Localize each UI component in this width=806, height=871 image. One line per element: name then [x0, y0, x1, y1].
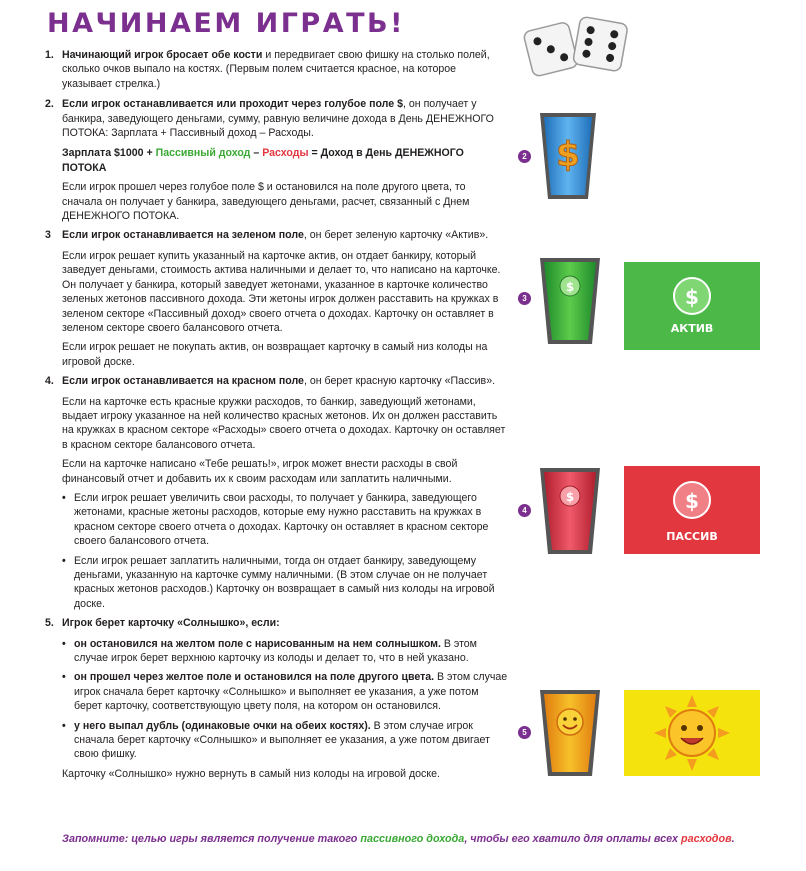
- rule-paragraph: Если на карточке есть красные кружки расходов, то банкир, заведующий жетонами, выдает игроку указанное на ней количество красных жетонов. Их он должен расставить на кружках в красном секторе «Расходы» своего отчета о доходах. Карточку он оставляет в красном секторе балансового отчета.: [62, 395, 506, 451]
- rule-text: , он берет красную карточку «Пассив».: [303, 375, 496, 388]
- remember-expenses: расходов: [681, 833, 732, 845]
- sun-card: [624, 690, 760, 776]
- cashflow-formula: [62, 146, 508, 175]
- rule-paragraph: Если игрок прошел через голубое поле $ и остановился на поле другого цвета, то сначала он получает у банкира, заведующего деньгами, расчет, связанный с Днем ДЕНЕЖНОГО ПОТОКА.: [62, 181, 470, 223]
- badge-2: 2: [518, 150, 531, 163]
- rule-2: [40, 97, 508, 140]
- rule-text: и передвигает свою фишку на столько полей, сколько очков выпало на костях. (Первым полем считается красное, на которое указывает стрелка.): [62, 49, 490, 90]
- bullet-text: В этом случае игрок сначала берет карточку «Солнышко» и выполняет ее указания, а уже потом берет карточку, соответствующую цвету поля, на котором он остановился.: [74, 671, 508, 713]
- sun-space-icon: [538, 688, 602, 778]
- rules-column: [40, 48, 508, 786]
- rule-text: , он получает у банкира, заведующего деньгами, сумму, равную величине дохода в День ДЕНЕЖНОГО ПОТОКА: Зарплата + Пассивный доход – Расходы.: [62, 98, 494, 140]
- svg-text:$: $: [556, 135, 580, 175]
- formula-result: = Доход в День ДЕНЕЖНОГО ПОТОКА: [62, 147, 464, 174]
- remember-passive: пассивного дохода: [360, 833, 465, 845]
- bullet-text: В этом случае игрок сначала берет карточку «Солнышко» и выполняет ее указания, а уже потом двигает свою фишку.: [74, 719, 490, 761]
- rule-paragraph: Если игрок решает не покупать актив, он возвращает карточку в самый низ колоды на игровой доске.: [62, 341, 488, 368]
- badge-3: 3: [518, 292, 531, 305]
- bullet-heading: он остановился на желтом поле с нарисованным на нем солнышком.: [74, 637, 441, 650]
- rule-number: 3: [45, 229, 51, 242]
- rule-heading: Если игрок останавливается на красном поле: [62, 375, 304, 388]
- liability-card: [624, 466, 760, 554]
- badge-4: 4: [518, 504, 531, 517]
- bullet-icon: •: [62, 491, 66, 504]
- bullet-text: В этом случае игрок берет верхнюю карточку из колоды и делает то, что в ней указано.: [74, 637, 477, 665]
- svg-text:$: $: [565, 490, 575, 504]
- rule-number: 4.: [45, 375, 54, 388]
- list-item: [62, 554, 508, 612]
- rule-4: [40, 374, 508, 388]
- bullet-text: Если игрок решает заплатить наличными, тогда он отдает банкиру, заведующему деньгами, указанную на карточке сумму наличными. (В этом случае он не получает красных жетонов расходов.) Карточку он возвращает в самый низ колоды на игровой доске.: [74, 554, 495, 610]
- list-item: [62, 637, 508, 666]
- rule-number: 5.: [45, 617, 54, 630]
- bullet-icon: •: [62, 719, 66, 732]
- list-item: [62, 719, 508, 762]
- asset-card-label: АКТИВ: [670, 322, 714, 335]
- rule-heading: Если игрок останавливается на зеленом поле: [62, 229, 304, 242]
- remember-text: Запомните: целью игры является получение такого: [62, 833, 361, 845]
- rule-5: [40, 616, 508, 630]
- svg-text:$: $: [685, 489, 699, 513]
- bullet-icon: •: [62, 554, 66, 567]
- bullet-text: Если игрок решает увеличить свои расходы, то получает у банкира, заведующего жетонами, красные жетоны расходов, которые ему нужно расставить на кружках в красном секторе своего отчета о доходах. Карточку он оставляет в красном секторе своего балансового отчета.: [74, 491, 489, 548]
- bullet-icon: •: [62, 671, 66, 684]
- rule-1: [40, 48, 508, 91]
- rule-heading: Начинающий игрок бросает обе кости: [62, 49, 263, 61]
- formula-passive: Пассивный доход: [155, 147, 251, 160]
- payday-space-icon: [538, 111, 598, 201]
- asset-space-icon: [538, 256, 602, 346]
- liability-card-label: ПАССИВ: [666, 530, 718, 543]
- rule-paragraph: Если на карточке написано «Тебе решать!», игрок может внести расходы в свой финансовый отчет и добавить их к своим расходам или заплатить наличными.: [62, 458, 458, 485]
- dice-icon: [522, 12, 632, 78]
- rule-3: [40, 228, 508, 242]
- list-item: [62, 491, 508, 549]
- remember-text: .: [731, 833, 735, 845]
- list-item: [62, 670, 508, 713]
- formula-expenses: Расходы: [262, 147, 309, 160]
- rule-heading: Если игрок останавливается или проходит через голубое поле $: [62, 98, 403, 111]
- formula-minus: –: [250, 147, 263, 160]
- rule-paragraph: Карточку «Солнышко» нужно вернуть в самый низ колоды на игровой доске.: [62, 767, 440, 780]
- liability-space-icon: [538, 466, 602, 556]
- bullet-icon: •: [62, 637, 66, 650]
- rule-paragraph: Если игрок решает купить указанный на карточке актив, он отдает банкиру, который заведует деньгами, стоимость актива наличными и делает то, что написано на карточке. Он получает у банкира, который заведует жетонами, указанное в карточке количество зеленых жетонов пассивного дохода. Эти жетоны игрок должен расставить на кружках в зеленом секторе «Пассивный доход» своего отчета о доходах. Карточку он оставляет в зеленом секторе своего балансового отчета.: [62, 249, 501, 334]
- svg-text:$: $: [565, 280, 575, 294]
- bullet-heading: он прошел через желтое поле и остановился на поле другого цвета.: [74, 671, 435, 684]
- formula-salary: Зарплата $1000 +: [62, 147, 156, 160]
- svg-text:$: $: [685, 285, 699, 309]
- page-title: НАЧИНАЕМ ИГРАТЬ!: [47, 8, 405, 39]
- asset-card: [624, 262, 760, 350]
- badge-5: 5: [518, 726, 531, 739]
- rule-text: , он берет зеленую карточку «Актив».: [303, 229, 489, 242]
- remember-text: , чтобы его хватило для оплаты всех: [464, 833, 682, 845]
- rule-number: 1.: [45, 49, 54, 61]
- bullet-heading: у него выпал дубль (одинаковые очки на обеих костях).: [74, 719, 371, 732]
- rule-heading: Игрок берет карточку «Солнышко», если:: [62, 617, 280, 630]
- remember-note: [62, 833, 735, 845]
- rule-number: 2.: [45, 98, 54, 111]
